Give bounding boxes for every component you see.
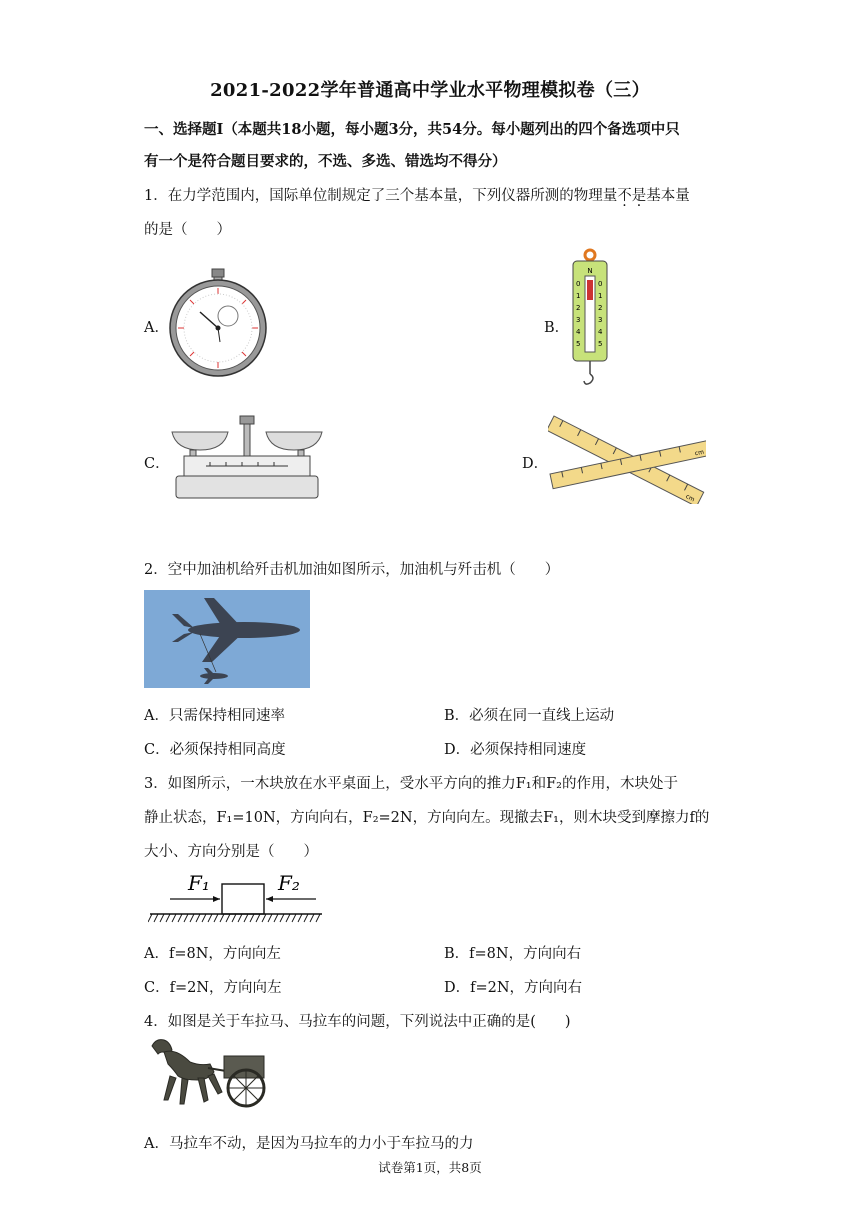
q1-text-b: 基本量 [646, 188, 690, 204]
q1-option-a-label: A． [144, 320, 169, 336]
q3-option-c: C．f=2N，方向向左 [144, 980, 282, 996]
scale-mark-right-0: 0 [598, 280, 603, 288]
q3-option-a: A．f=8N，方向向左 [144, 946, 281, 962]
section-heading-line2: 有一个是符合题目要求的，不选、多选、错选均不得分） [144, 153, 507, 170]
scale-mark-right-2: 2 [598, 304, 603, 312]
force-diagram [148, 868, 324, 926]
q1-emphasis-1: 不 [617, 188, 632, 204]
question-3-stem-line3: 大小、方向分别是（ ） [144, 844, 318, 860]
q3-option-b: B．f=8N，方向向右 [444, 946, 582, 962]
question-1-stem-line2: 的是（ ） [144, 222, 231, 238]
scale-mark-right-1: 1 [598, 292, 603, 300]
f2-label: F₂ [278, 871, 300, 895]
scale-mark-left-0: 0 [576, 280, 581, 288]
question-3-stem-line1: 3．如图所示，一木块放在水平桌面上，受水平方向的推力F₁和F₂的作用，木块处于 [144, 776, 678, 792]
stopwatch-image [168, 268, 268, 380]
scale-mark-left-1: 1 [576, 292, 581, 300]
page-footer: 试卷第1页，共8页 [378, 1160, 482, 1175]
scale-mark-left-4: 4 [576, 328, 581, 336]
rulers-image [548, 412, 706, 504]
scale-mark-right-4: 4 [598, 328, 603, 336]
q2-option-d: D．必须保持相同速度 [444, 742, 587, 758]
question-1-stem-line1 [144, 184, 690, 205]
wood-block [222, 884, 264, 914]
q2-option-b: B．必须在同一直线上运动 [444, 708, 615, 724]
horse-cart-image [146, 1036, 270, 1116]
q2-option-a: A．只需保持相同速率 [144, 708, 285, 724]
balance-image [170, 412, 326, 504]
section-heading-line1: 一、选择题Ⅰ（本题共18小题，每小题3分，共54分。每小题列出的四个备选项中只 [144, 121, 680, 138]
spring-scale-image [570, 248, 610, 394]
scale-top-label: N [587, 267, 593, 275]
scale-mark-left-2: 2 [576, 304, 581, 312]
q1-option-c-label: C． [144, 456, 170, 472]
ruler-unit-2: cm [694, 448, 705, 458]
question-4-stem: 4．如图是关于车拉马、马拉车的问题，下列说法中正确的是( ) [144, 1014, 571, 1030]
scale-mark-right-5: 5 [598, 340, 603, 348]
ruler-unit-1: cm [684, 493, 696, 504]
scale-mark-right-3: 3 [598, 316, 603, 324]
q4-option-a: A．马拉车不动，是因为马拉车的力小于车拉马的力 [144, 1136, 474, 1152]
f1-label: F₁ [188, 871, 210, 895]
q1-option-d-label: D． [522, 456, 549, 472]
q3-option-d: D．f=2N，方向向右 [444, 980, 583, 996]
q2-option-c: C．必须保持相同高度 [144, 742, 286, 758]
q1-emphasis-2: 是 [631, 188, 647, 204]
scale-mark-left-3: 3 [576, 316, 581, 324]
q1-text-a: 1．在力学范围内，国际单位制规定了三个基本量，下列仪器所测的物理量 [144, 188, 618, 204]
question-2-stem: 2．空中加油机给歼击机加油如图所示，加油机与歼击机（ ） [144, 562, 560, 578]
scale-mark-left-5: 5 [576, 340, 581, 348]
aerial-refueling-photo [144, 590, 310, 688]
page-title: 2021-2022学年普通高中学业水平物理模拟卷（三） [210, 80, 650, 101]
question-3-stem-line2: 静止状态，F₁=10N，方向向右，F₂=2N，方向向左。现撤去F₁，则木块受到摩擦力f的 [144, 810, 710, 826]
q1-option-b-label: B． [544, 320, 570, 336]
